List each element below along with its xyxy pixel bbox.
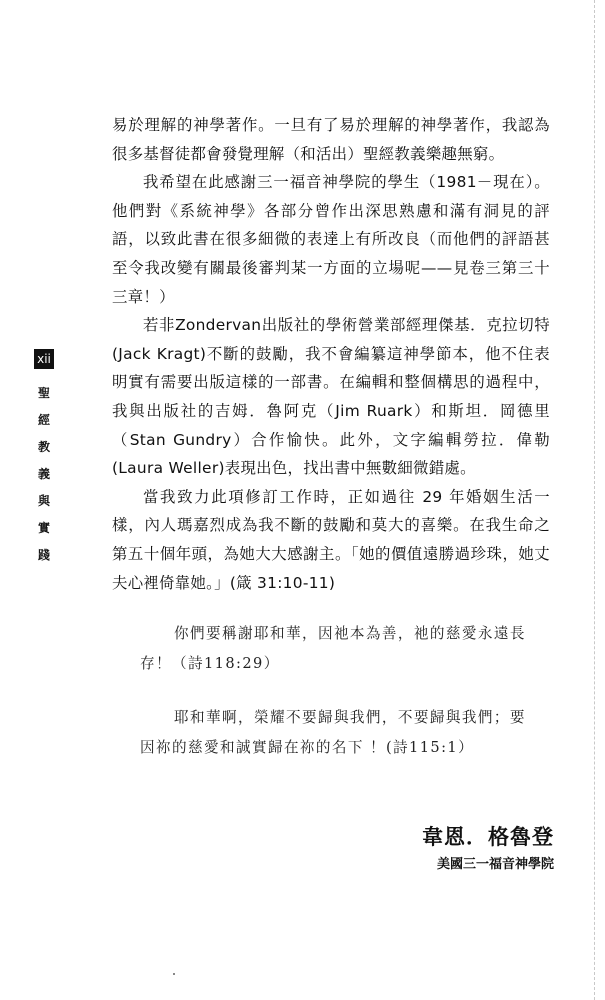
preface-body [112, 111, 550, 597]
book-title-char: 與 [37, 494, 50, 508]
paragraph: 我希望在此感謝三一福音神學院的學生（1981－現在）。他們對《系統神學》各部分曾作出深思熟慮和滿有洞見的評語，以致此書在很多細微的表達上有所改良（而他們的評語甚至令我改變有關最後審判某一方面的立場呢——見卷三第三十三章！） [112, 173, 550, 306]
scan-speck [173, 973, 175, 975]
author-signature [422, 822, 554, 876]
book-title-char: 教 [37, 440, 50, 454]
author-name: 韋恩．格魯登 [422, 825, 554, 849]
paragraph: 當我致力此項修訂工作時，正如過往 29 年婚姻生活一樣，內人瑪嘉烈成為我不斷的鼓勵和莫大的喜樂。在我生命之第五十個年頭，為她大大感謝主。「她的價值遠勝過珍珠，她丈夫心裡倚靠她。」(箴 31:10-11) [112, 487, 550, 592]
page-number: xii [37, 352, 51, 366]
scripture-quotes [140, 619, 532, 763]
book-title-char: 實 [37, 521, 50, 535]
book-title-char: 聖 [37, 386, 50, 400]
author-institution: 美國三一福音神學院 [436, 857, 554, 872]
paragraph: 易於理解的神學著作。一旦有了易於理解的神學著作，我認為很多基督徒都會發覺理解（和活出）聖經教義樂趣無窮。 [112, 116, 550, 163]
page-number-tab [34, 349, 54, 369]
paragraph: 若非Zondervan出版社的學術營業部經理傑基．克拉切特(Jack Kragt)不斷的鼓勵，我不會編纂這神學節本，他不住表明實有需要出版這樣的一部書。在編輯和整個構思的過程中，我與出版社的吉姆．魯阿克（Jim Ruark）和斯坦．岡德里（Stan Gundry）合作愉快。此外，文字編輯勞拉．偉勒(Laura Weller)表現出色，找出書中無數細微錯處。 [112, 316, 550, 478]
page-edge-line [594, 0, 595, 1000]
scripture-quote: 耶和華啊，榮耀不要歸與我們，不要歸與我們；要因祢的慈愛和誠實歸在祢的名下 ！(詩115:1） [140, 709, 526, 756]
book-title-char: 經 [37, 413, 50, 427]
running-book-title [34, 380, 54, 569]
scripture-quote: 你們要稱謝耶和華，因祂本為善，祂的慈愛永遠長存！（詩118:29） [140, 625, 526, 672]
book-title-char: 義 [37, 467, 50, 481]
book-title-char: 踐 [37, 548, 50, 562]
